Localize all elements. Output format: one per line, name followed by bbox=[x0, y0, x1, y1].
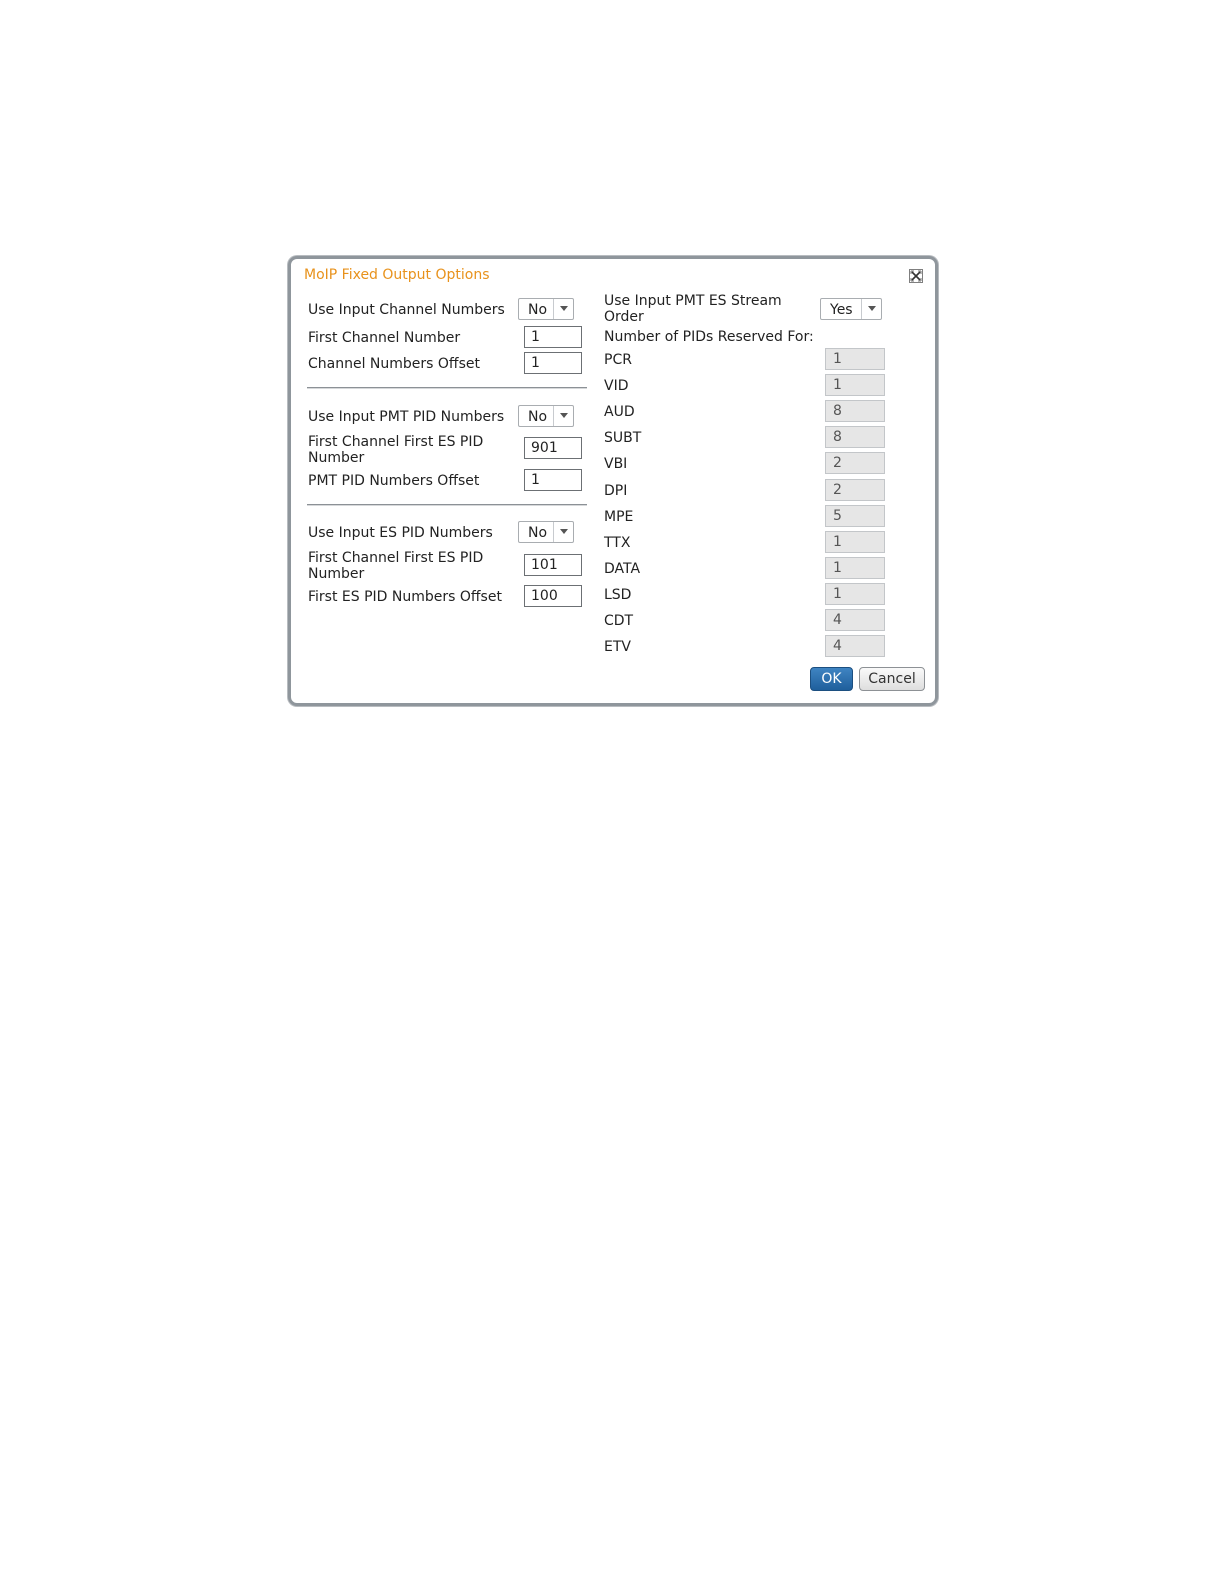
es-first-channel-first-es-pid-input[interactable] bbox=[524, 554, 582, 576]
reserved-input-pcr[interactable] bbox=[825, 348, 885, 370]
reserved-input-mpe[interactable] bbox=[825, 505, 885, 527]
section-divider bbox=[307, 504, 587, 505]
chevron-down-icon[interactable] bbox=[861, 299, 881, 319]
ok-button[interactable]: OK bbox=[810, 667, 853, 691]
select-value: Yes bbox=[830, 302, 853, 318]
reserved-label-ttx: TTX bbox=[604, 534, 631, 551]
moip-fixed-output-options-dialog bbox=[288, 256, 938, 706]
select-value: No bbox=[528, 302, 548, 318]
pmt-pid-numbers-offset-input[interactable] bbox=[524, 469, 582, 491]
reserved-label-lsd: LSD bbox=[604, 586, 632, 603]
channel-numbers-offset-input[interactable] bbox=[524, 352, 582, 374]
reserved-input-aud[interactable] bbox=[825, 400, 885, 422]
reserved-label-dpi: DPI bbox=[604, 482, 628, 499]
reserved-input-etv[interactable] bbox=[825, 635, 885, 657]
reserved-input-vid[interactable] bbox=[825, 374, 885, 396]
reserved-input-lsd[interactable] bbox=[825, 583, 885, 605]
reserved-label-aud: AUD bbox=[604, 404, 635, 421]
reserved-input-vbi[interactable] bbox=[825, 452, 885, 474]
reserved-label-pcr: PCR bbox=[604, 352, 632, 368]
chevron-down-icon[interactable] bbox=[553, 522, 573, 542]
es-first-channel-first-es-pid-label: First Channel First ES PID Number bbox=[308, 550, 484, 582]
reserved-label-etv: ETV bbox=[604, 639, 631, 656]
first-es-pid-numbers-offset-input[interactable] bbox=[524, 585, 582, 607]
use-input-channel-numbers-select[interactable] bbox=[518, 298, 574, 320]
reserved-label-cdt: CDT bbox=[604, 613, 634, 629]
use-input-pmt-pid-numbers-label: Use Input PMT PID Numbers bbox=[308, 409, 505, 425]
reserved-label-mpe: MPE bbox=[604, 508, 634, 525]
reserved-label-vbi: VBI bbox=[604, 456, 628, 473]
reserved-input-ttx[interactable] bbox=[825, 531, 885, 553]
select-value: No bbox=[528, 525, 548, 541]
first-channel-number-input[interactable] bbox=[524, 326, 582, 348]
pmt-first-channel-first-es-pid-input[interactable] bbox=[524, 437, 582, 459]
pids-reserved-header: Number of PIDs Reserved For: bbox=[604, 329, 814, 345]
reserved-label-data: DATA bbox=[604, 560, 641, 577]
use-input-es-pid-numbers-select[interactable] bbox=[518, 521, 574, 543]
first-channel-number-label: First Channel Number bbox=[308, 330, 461, 346]
reserved-input-dpi[interactable] bbox=[825, 479, 885, 501]
reserved-label-vid: VID bbox=[604, 378, 629, 395]
dialog-title: MoIP Fixed Output Options bbox=[304, 267, 490, 283]
select-value: No bbox=[528, 409, 548, 425]
cancel-button[interactable]: Cancel bbox=[859, 667, 925, 691]
reserved-input-cdt[interactable] bbox=[825, 609, 885, 631]
first-es-pid-numbers-offset-label: First ES PID Numbers Offset bbox=[308, 589, 502, 605]
use-input-channel-numbers-label: Use Input Channel Numbers bbox=[308, 302, 505, 318]
chevron-down-icon[interactable] bbox=[553, 299, 573, 319]
pmt-pid-numbers-offset-label: PMT PID Numbers Offset bbox=[308, 473, 480, 489]
section-divider bbox=[307, 387, 587, 388]
reserved-label-subt: SUBT bbox=[604, 430, 642, 447]
reserved-input-subt[interactable] bbox=[825, 426, 885, 448]
use-input-pmt-es-stream-order-select[interactable] bbox=[820, 298, 882, 320]
use-input-pmt-pid-numbers-select[interactable] bbox=[518, 405, 574, 427]
use-input-es-pid-numbers-label: Use Input ES PID Numbers bbox=[308, 525, 493, 541]
pmt-first-channel-first-es-pid-label: First Channel First ES PID Number bbox=[308, 434, 484, 466]
close-icon[interactable] bbox=[909, 269, 923, 283]
use-input-pmt-es-stream-order-label: Use Input PMT ES Stream Order bbox=[604, 293, 782, 325]
channel-numbers-offset-label: Channel Numbers Offset bbox=[308, 356, 480, 372]
chevron-down-icon[interactable] bbox=[553, 406, 573, 426]
reserved-input-data[interactable] bbox=[825, 557, 885, 579]
